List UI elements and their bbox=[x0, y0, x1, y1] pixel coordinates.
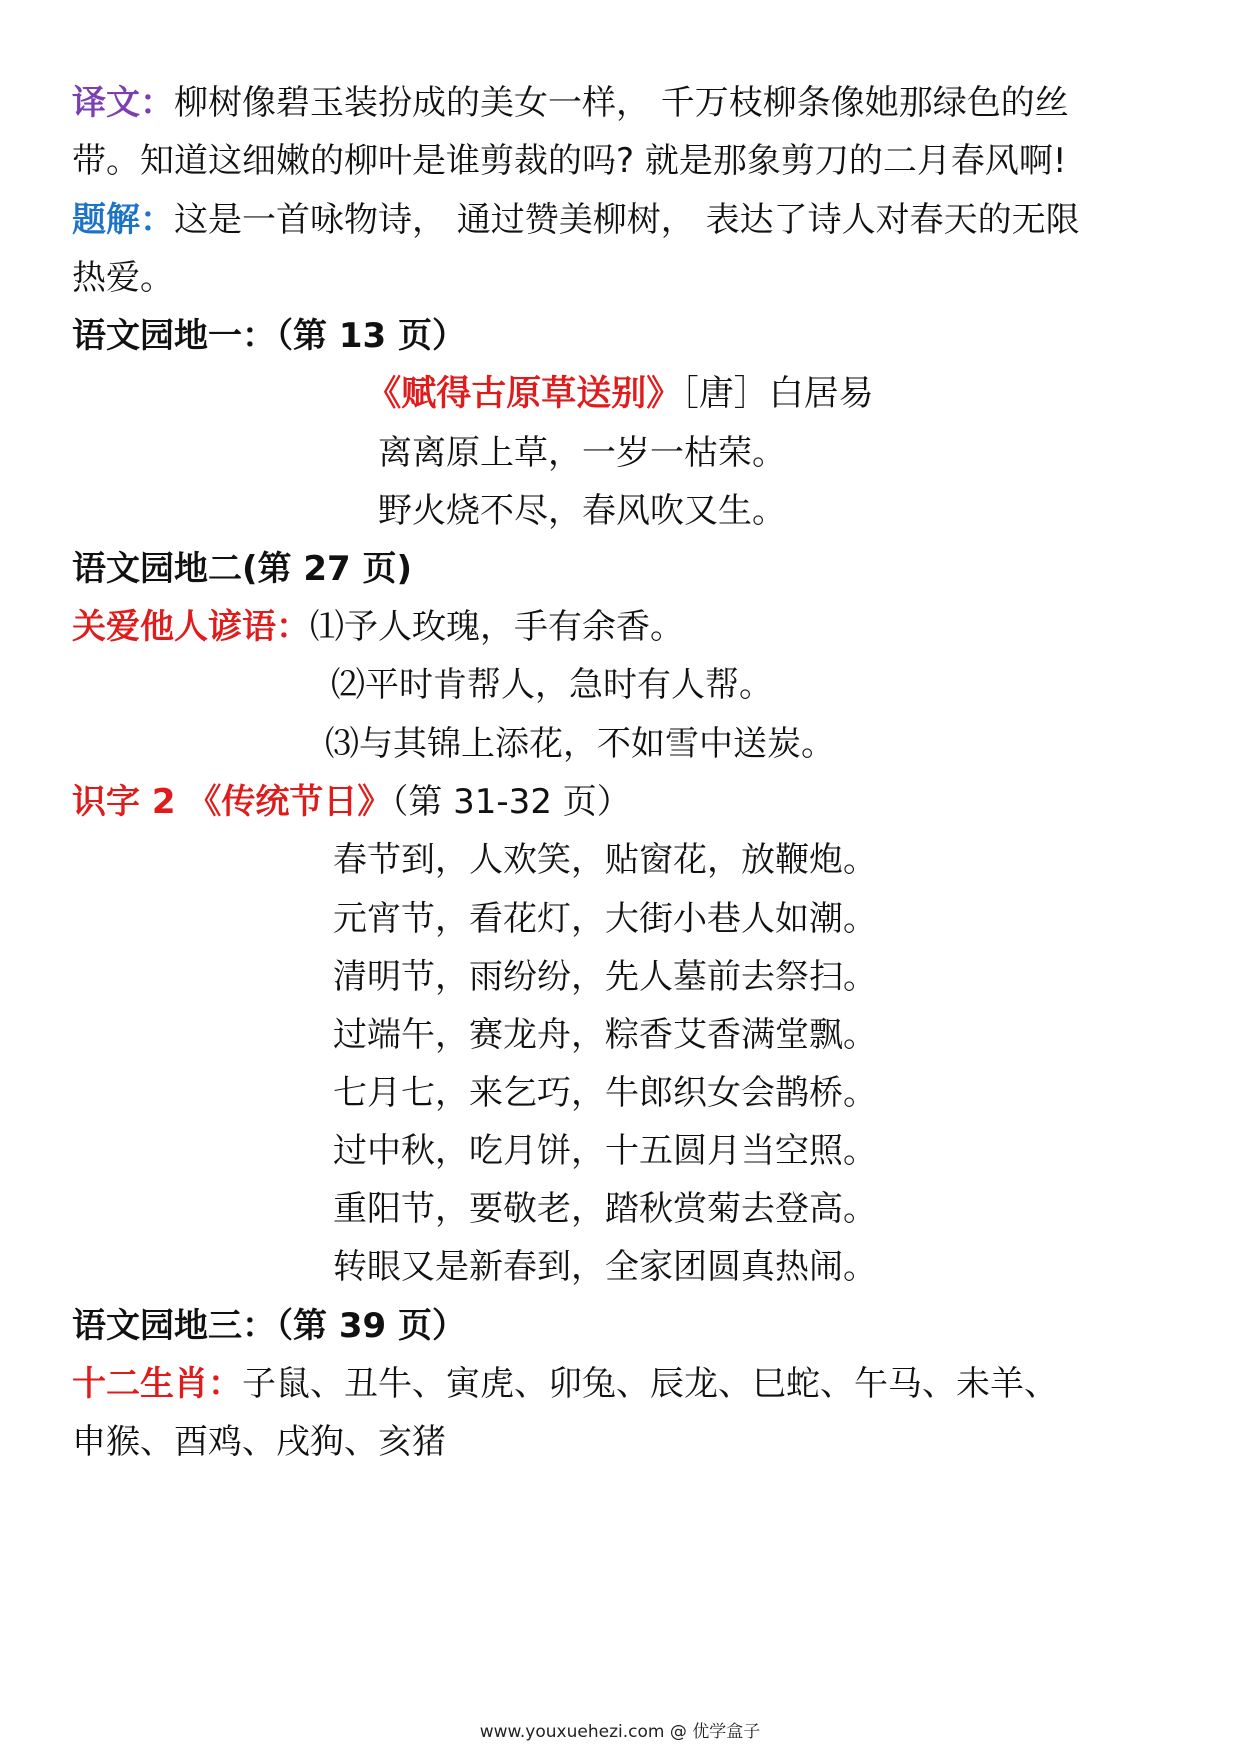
festival-line-8: 转眼又是新春到，全家团圆真热闹。 bbox=[333, 1247, 877, 1287]
footer-watermark: www.youxuehezi.com @ 优学盒子 bbox=[479, 1722, 761, 1742]
poem-title: 《赋得古原草送别》 bbox=[366, 374, 682, 414]
zodiac-text-1: 子鼠、丑牛、寅虎、卯兔、辰龙、巳蛇、午马、未羊、 bbox=[242, 1364, 1058, 1404]
literacy2-label: 识字 2 《传统节日》 bbox=[72, 782, 392, 822]
explanation-line-1 bbox=[72, 197, 1182, 243]
translation-line-1 bbox=[72, 80, 1182, 126]
zodiac-label: 十二生肖： bbox=[72, 1364, 242, 1404]
festival-line-3: 清明节，雨纷纷，先人墓前去祭扫。 bbox=[333, 957, 877, 997]
translation-text-1: 柳树像碧玉装扮成的美女一样， 千万枝柳条像她那绿色的丝 bbox=[174, 83, 1069, 123]
proverbs-label: 关爱他人谚语： bbox=[72, 607, 310, 647]
festival-line-1: 春节到，人欢笑，贴窗花，放鞭炮。 bbox=[333, 840, 877, 880]
literacy2-pages: （第 31-32 页） bbox=[391, 782, 631, 822]
explanation-line-2 bbox=[72, 255, 1182, 301]
poem-title-line bbox=[0, 371, 1240, 417]
festival-line-6: 过中秋，吃月饼，十五圆月当空照。 bbox=[333, 1131, 877, 1171]
explanation-label: 题解： bbox=[72, 200, 174, 240]
zodiac-line-1 bbox=[72, 1361, 1182, 1407]
garden2-heading: 语文园地二(第 27 页) bbox=[72, 549, 413, 589]
proverb-1: ⑴予人玫瑰，手有余香。 bbox=[310, 607, 684, 647]
translation-label: 译文： bbox=[72, 83, 174, 123]
zodiac-line-2: 申猴、酉鸡、戌狗、亥猪 bbox=[72, 1422, 446, 1462]
poem-line-1: 离离原上草，一岁一枯荣。 bbox=[378, 433, 786, 473]
garden3-heading: 语文园地三：（第 39 页） bbox=[72, 1306, 466, 1346]
festival-line-5: 七月七，来乞巧，牛郎织女会鹊桥。 bbox=[333, 1073, 877, 1113]
poem-line-2: 野火烧不尽，春风吹又生。 bbox=[378, 491, 786, 531]
translation-text-2: 带。知道这细嫩的柳叶是谁剪裁的吗? 就是那象剪刀的二月春风啊! bbox=[72, 141, 1067, 181]
festival-line-2: 元宵节，看花灯，大街小巷人如潮。 bbox=[333, 899, 877, 939]
poem-author: ［唐］白居易 bbox=[681, 374, 874, 414]
proverb-line-1 bbox=[72, 604, 1182, 650]
translation-line-2 bbox=[72, 138, 1182, 184]
explanation-text-2: 热爱。 bbox=[72, 258, 174, 298]
garden1-heading: 语文园地一：（第 13 页） bbox=[72, 316, 466, 356]
festival-line-4: 过端午，赛龙舟，粽香艾香满堂飘。 bbox=[333, 1015, 877, 1055]
explanation-text-1: 这是一首咏物诗， 通过赞美柳树， 表达了诗人对春天的无限 bbox=[174, 200, 1080, 240]
festival-line-7: 重阳节，要敬老，踏秋赏菊去登高。 bbox=[333, 1189, 877, 1229]
proverb-2: ⑵平时肯帮人，急时有人帮。 bbox=[331, 665, 773, 705]
literacy2-heading bbox=[72, 779, 1182, 825]
proverb-3: ⑶与其锦上添花，不如雪中送炭。 bbox=[325, 724, 835, 764]
